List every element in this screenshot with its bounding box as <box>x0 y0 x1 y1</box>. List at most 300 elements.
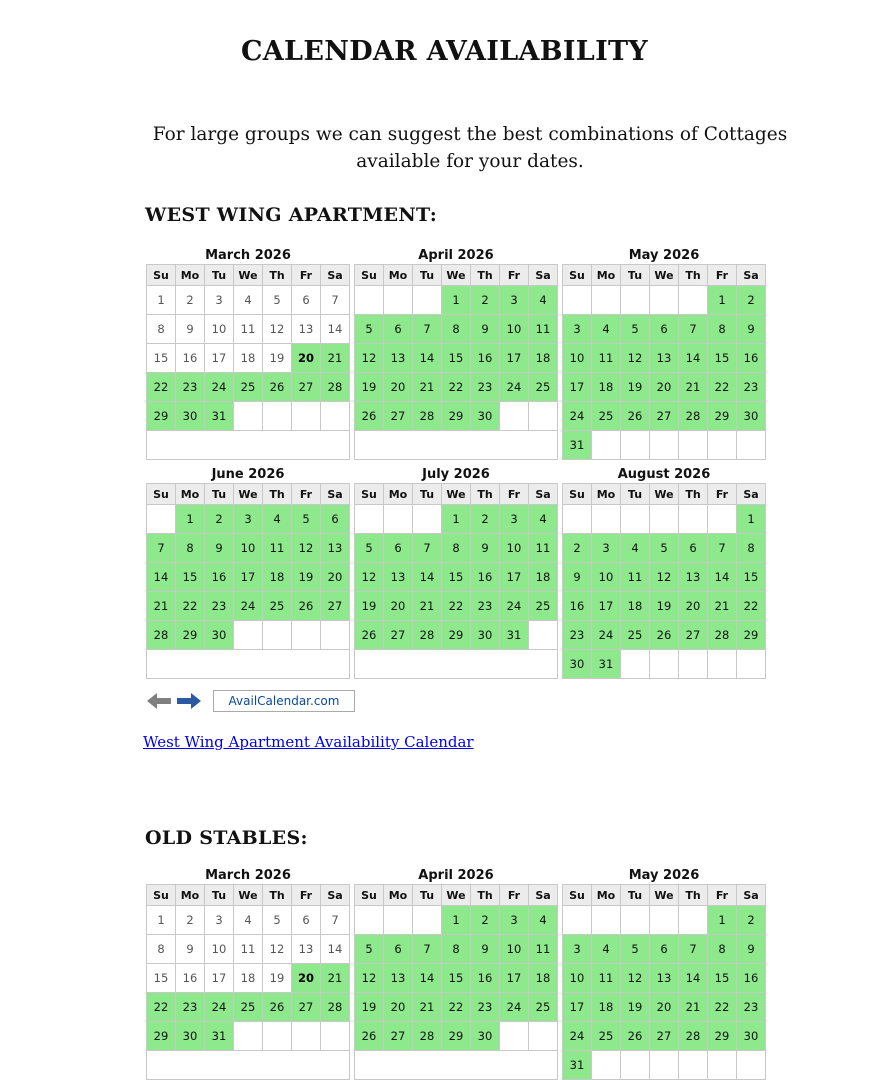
available-day-cell[interactable]: 16 <box>205 563 234 592</box>
available-day-cell[interactable]: 17 <box>563 373 592 402</box>
day-cell[interactable]: 12 <box>263 315 292 344</box>
available-day-cell[interactable]: 30 <box>205 621 234 650</box>
available-day-cell[interactable]: 4 <box>592 935 621 964</box>
available-day-cell[interactable]: 3 <box>234 505 263 534</box>
available-day-cell[interactable]: 10 <box>500 935 529 964</box>
available-day-cell[interactable]: 27 <box>650 1022 679 1051</box>
available-day-cell[interactable]: 4 <box>529 286 558 315</box>
day-cell[interactable]: 4 <box>234 286 263 315</box>
available-day-cell[interactable]: 15 <box>708 344 737 373</box>
available-day-cell[interactable]: 12 <box>621 344 650 373</box>
available-day-cell[interactable]: 20 <box>650 373 679 402</box>
available-day-cell[interactable]: 1 <box>442 286 471 315</box>
available-day-cell[interactable]: 5 <box>355 534 384 563</box>
day-cell[interactable]: 5 <box>263 906 292 935</box>
available-day-cell[interactable]: 23 <box>737 993 766 1022</box>
available-day-cell[interactable]: 30 <box>176 402 205 431</box>
available-day-cell[interactable]: 26 <box>292 592 321 621</box>
day-cell[interactable]: 9 <box>176 935 205 964</box>
day-cell[interactable]: 19 <box>263 344 292 373</box>
day-cell[interactable]: 8 <box>147 315 176 344</box>
available-day-cell[interactable]: 7 <box>413 935 442 964</box>
available-day-cell[interactable]: 20 <box>292 344 321 373</box>
available-day-cell[interactable]: 24 <box>500 373 529 402</box>
available-day-cell[interactable]: 11 <box>529 315 558 344</box>
available-day-cell[interactable]: 24 <box>592 621 621 650</box>
available-day-cell[interactable]: 20 <box>384 373 413 402</box>
available-day-cell[interactable]: 22 <box>442 373 471 402</box>
available-day-cell[interactable]: 11 <box>592 344 621 373</box>
available-day-cell[interactable]: 26 <box>621 1022 650 1051</box>
available-day-cell[interactable]: 12 <box>355 563 384 592</box>
available-day-cell[interactable]: 11 <box>529 935 558 964</box>
available-day-cell[interactable]: 3 <box>500 505 529 534</box>
available-day-cell[interactable]: 10 <box>500 534 529 563</box>
available-day-cell[interactable]: 17 <box>592 592 621 621</box>
available-day-cell[interactable]: 14 <box>413 964 442 993</box>
available-day-cell[interactable]: 24 <box>500 993 529 1022</box>
available-day-cell[interactable]: 6 <box>384 315 413 344</box>
available-day-cell[interactable]: 1 <box>442 906 471 935</box>
available-day-cell[interactable]: 25 <box>621 621 650 650</box>
day-cell[interactable]: 16 <box>176 344 205 373</box>
available-day-cell[interactable]: 16 <box>737 344 766 373</box>
available-day-cell[interactable]: 22 <box>147 373 176 402</box>
available-day-cell[interactable]: 29 <box>708 1022 737 1051</box>
day-cell[interactable]: 15 <box>147 964 176 993</box>
available-day-cell[interactable]: 26 <box>355 621 384 650</box>
available-day-cell[interactable]: 18 <box>529 344 558 373</box>
available-day-cell[interactable]: 19 <box>621 373 650 402</box>
available-day-cell[interactable]: 19 <box>355 373 384 402</box>
available-day-cell[interactable]: 26 <box>355 1022 384 1051</box>
available-day-cell[interactable]: 24 <box>205 993 234 1022</box>
available-day-cell[interactable]: 13 <box>384 964 413 993</box>
available-day-cell[interactable]: 7 <box>413 315 442 344</box>
available-day-cell[interactable]: 4 <box>529 906 558 935</box>
available-day-cell[interactable]: 18 <box>592 993 621 1022</box>
available-day-cell[interactable]: 23 <box>563 621 592 650</box>
available-day-cell[interactable]: 27 <box>650 402 679 431</box>
available-day-cell[interactable]: 14 <box>679 964 708 993</box>
available-day-cell[interactable]: 22 <box>737 592 766 621</box>
available-day-cell[interactable]: 25 <box>234 993 263 1022</box>
available-day-cell[interactable]: 11 <box>529 534 558 563</box>
empty-day-cell <box>413 505 442 534</box>
available-day-cell[interactable]: 17 <box>563 993 592 1022</box>
day-cell[interactable]: 1 <box>147 906 176 935</box>
available-day-cell[interactable]: 4 <box>263 505 292 534</box>
available-day-cell[interactable]: 8 <box>442 315 471 344</box>
available-day-cell[interactable]: 13 <box>650 964 679 993</box>
available-day-cell[interactable]: 16 <box>471 344 500 373</box>
available-day-cell[interactable]: 29 <box>737 621 766 650</box>
available-day-cell[interactable]: 23 <box>176 373 205 402</box>
available-day-cell[interactable]: 4 <box>592 315 621 344</box>
available-day-cell[interactable]: 8 <box>176 534 205 563</box>
available-day-cell[interactable]: 17 <box>234 563 263 592</box>
available-day-cell[interactable]: 23 <box>205 592 234 621</box>
day-cell[interactable]: 7 <box>321 906 350 935</box>
available-day-cell[interactable]: 18 <box>529 964 558 993</box>
available-day-cell[interactable]: 8 <box>737 534 766 563</box>
available-day-cell[interactable]: 29 <box>442 621 471 650</box>
available-day-cell[interactable]: 5 <box>621 935 650 964</box>
available-day-cell[interactable]: 21 <box>413 993 442 1022</box>
available-day-cell[interactable]: 18 <box>621 592 650 621</box>
day-cell[interactable]: 2 <box>176 906 205 935</box>
available-day-cell[interactable]: 9 <box>737 935 766 964</box>
next-arrow-icon[interactable] <box>177 691 201 711</box>
available-day-cell[interactable]: 16 <box>471 964 500 993</box>
available-day-cell[interactable]: 27 <box>384 621 413 650</box>
available-day-cell[interactable]: 8 <box>708 315 737 344</box>
day-cell[interactable]: 8 <box>147 935 176 964</box>
day-cell[interactable]: 2 <box>176 286 205 315</box>
available-day-cell[interactable]: 20 <box>292 964 321 993</box>
available-day-cell[interactable]: 30 <box>737 402 766 431</box>
available-day-cell[interactable]: 7 <box>413 534 442 563</box>
day-cell[interactable]: 11 <box>234 935 263 964</box>
available-day-cell[interactable]: 26 <box>263 993 292 1022</box>
available-day-cell[interactable]: 25 <box>592 402 621 431</box>
available-day-cell[interactable]: 14 <box>413 344 442 373</box>
available-day-cell[interactable]: 13 <box>321 534 350 563</box>
available-day-cell[interactable]: 26 <box>621 402 650 431</box>
available-day-cell[interactable]: 26 <box>650 621 679 650</box>
available-day-cell[interactable]: 28 <box>413 1022 442 1051</box>
available-day-cell[interactable]: 22 <box>708 993 737 1022</box>
available-day-cell[interactable]: 19 <box>292 563 321 592</box>
day-cell[interactable]: 18 <box>234 964 263 993</box>
previous-arrow-icon[interactable] <box>147 691 171 711</box>
available-day-cell[interactable]: 20 <box>384 993 413 1022</box>
day-cell[interactable]: 17 <box>205 344 234 373</box>
available-day-cell[interactable]: 22 <box>442 592 471 621</box>
available-day-cell[interactable]: 27 <box>292 373 321 402</box>
available-day-cell[interactable]: 29 <box>708 402 737 431</box>
available-day-cell[interactable]: 30 <box>176 1022 205 1051</box>
day-cell[interactable]: 9 <box>176 315 205 344</box>
available-day-cell[interactable]: 27 <box>679 621 708 650</box>
day-cell[interactable]: 13 <box>292 935 321 964</box>
available-day-cell[interactable]: 20 <box>321 563 350 592</box>
available-day-cell[interactable]: 21 <box>679 993 708 1022</box>
day-cell[interactable]: 6 <box>292 286 321 315</box>
weekday-header: Su <box>355 265 384 286</box>
west-wing-calendar-link[interactable]: West Wing Apartment Availability Calendar <box>143 733 474 751</box>
available-day-cell[interactable]: 15 <box>176 563 205 592</box>
available-day-cell[interactable]: 21 <box>147 592 176 621</box>
day-cell[interactable]: 13 <box>292 315 321 344</box>
available-day-cell[interactable]: 4 <box>529 505 558 534</box>
available-day-cell[interactable]: 31 <box>205 1022 234 1051</box>
available-day-cell[interactable]: 21 <box>708 592 737 621</box>
available-day-cell[interactable]: 10 <box>234 534 263 563</box>
empty-day-cell <box>650 431 679 460</box>
day-cell[interactable]: 1 <box>147 286 176 315</box>
available-day-cell[interactable]: 8 <box>442 935 471 964</box>
available-day-cell[interactable]: 3 <box>563 315 592 344</box>
available-day-cell[interactable]: 15 <box>737 563 766 592</box>
available-day-cell[interactable]: 31 <box>563 431 592 460</box>
available-day-cell[interactable]: 21 <box>413 373 442 402</box>
weekday-header: Sa <box>529 885 558 906</box>
available-day-cell[interactable]: 6 <box>384 534 413 563</box>
available-day-cell[interactable]: 4 <box>621 534 650 563</box>
available-day-cell[interactable]: 5 <box>355 935 384 964</box>
available-day-cell[interactable]: 25 <box>529 373 558 402</box>
available-day-cell[interactable]: 17 <box>500 964 529 993</box>
available-day-cell[interactable]: 7 <box>147 534 176 563</box>
available-day-cell[interactable]: 19 <box>621 993 650 1022</box>
available-day-cell[interactable]: 29 <box>176 621 205 650</box>
available-day-cell[interactable]: 15 <box>442 964 471 993</box>
available-day-cell[interactable]: 10 <box>563 964 592 993</box>
available-day-cell[interactable]: 13 <box>384 344 413 373</box>
available-day-cell[interactable]: 12 <box>355 344 384 373</box>
day-cell[interactable]: 16 <box>176 964 205 993</box>
available-day-cell[interactable]: 20 <box>384 592 413 621</box>
available-day-cell[interactable]: 21 <box>413 592 442 621</box>
available-day-cell[interactable]: 13 <box>679 563 708 592</box>
available-day-cell[interactable]: 7 <box>679 315 708 344</box>
available-day-cell[interactable]: 16 <box>471 563 500 592</box>
available-day-cell[interactable]: 18 <box>529 563 558 592</box>
available-day-cell[interactable]: 27 <box>292 993 321 1022</box>
available-day-cell[interactable]: 22 <box>176 592 205 621</box>
available-day-cell[interactable]: 16 <box>563 592 592 621</box>
available-day-cell[interactable]: 6 <box>679 534 708 563</box>
available-day-cell[interactable]: 6 <box>321 505 350 534</box>
available-day-cell[interactable]: 9 <box>563 563 592 592</box>
available-day-cell[interactable]: 7 <box>708 534 737 563</box>
available-day-cell[interactable]: 5 <box>650 534 679 563</box>
available-day-cell[interactable]: 16 <box>737 964 766 993</box>
available-day-cell[interactable]: 27 <box>384 1022 413 1051</box>
available-day-cell[interactable]: 10 <box>500 315 529 344</box>
available-day-cell[interactable]: 1 <box>176 505 205 534</box>
available-day-cell[interactable]: 3 <box>500 906 529 935</box>
available-day-cell[interactable]: 12 <box>355 964 384 993</box>
available-day-cell[interactable]: 3 <box>563 935 592 964</box>
available-day-cell[interactable]: 30 <box>737 1022 766 1051</box>
available-day-cell[interactable]: 14 <box>708 563 737 592</box>
available-day-cell[interactable]: 14 <box>679 344 708 373</box>
available-day-cell[interactable]: 5 <box>621 315 650 344</box>
available-day-cell[interactable]: 31 <box>592 650 621 679</box>
available-day-cell[interactable]: 9 <box>471 935 500 964</box>
empty-day-cell <box>234 1022 263 1051</box>
available-day-cell[interactable]: 1 <box>737 505 766 534</box>
available-day-cell[interactable]: 26 <box>355 402 384 431</box>
available-day-cell[interactable]: 17 <box>500 563 529 592</box>
month-calendar <box>354 248 558 460</box>
month-grid <box>146 264 350 460</box>
day-cell[interactable]: 11 <box>234 315 263 344</box>
available-day-cell[interactable]: 24 <box>205 373 234 402</box>
available-day-cell[interactable]: 19 <box>355 993 384 1022</box>
available-day-cell[interactable]: 22 <box>708 373 737 402</box>
day-cell[interactable]: 3 <box>205 286 234 315</box>
available-day-cell[interactable]: 26 <box>263 373 292 402</box>
weekday-header: We <box>234 265 263 286</box>
available-day-cell[interactable]: 12 <box>621 964 650 993</box>
weekday-header: Tu <box>413 484 442 505</box>
available-day-cell[interactable]: 28 <box>321 373 350 402</box>
available-day-cell[interactable]: 2 <box>205 505 234 534</box>
available-day-cell[interactable]: 1 <box>708 286 737 315</box>
available-day-cell[interactable]: 30 <box>563 650 592 679</box>
available-day-cell[interactable]: 9 <box>205 534 234 563</box>
available-day-cell[interactable]: 30 <box>471 1022 500 1051</box>
available-day-cell[interactable]: 28 <box>413 621 442 650</box>
available-day-cell[interactable]: 25 <box>263 592 292 621</box>
available-day-cell[interactable]: 22 <box>442 993 471 1022</box>
available-day-cell[interactable]: 25 <box>592 1022 621 1051</box>
available-day-cell[interactable]: 3 <box>500 286 529 315</box>
day-cell[interactable]: 15 <box>147 344 176 373</box>
available-day-cell[interactable]: 9 <box>737 315 766 344</box>
available-day-cell[interactable]: 19 <box>355 592 384 621</box>
available-day-cell[interactable]: 6 <box>650 315 679 344</box>
day-cell[interactable]: 19 <box>263 964 292 993</box>
available-day-cell[interactable]: 2 <box>737 286 766 315</box>
available-day-cell[interactable]: 20 <box>679 592 708 621</box>
available-day-cell[interactable]: 9 <box>471 315 500 344</box>
available-day-cell[interactable]: 8 <box>708 935 737 964</box>
available-day-cell[interactable]: 29 <box>147 1022 176 1051</box>
day-cell[interactable]: 12 <box>263 935 292 964</box>
available-day-cell[interactable]: 31 <box>500 621 529 650</box>
available-day-cell[interactable]: 11 <box>263 534 292 563</box>
month-calendar <box>354 467 558 679</box>
day-cell[interactable]: 6 <box>292 906 321 935</box>
available-day-cell[interactable]: 23 <box>471 592 500 621</box>
available-day-cell[interactable]: 2 <box>471 505 500 534</box>
available-day-cell[interactable]: 10 <box>592 563 621 592</box>
available-day-cell[interactable]: 20 <box>650 993 679 1022</box>
available-day-cell[interactable]: 21 <box>679 373 708 402</box>
available-day-cell[interactable]: 25 <box>234 373 263 402</box>
day-cell[interactable]: 10 <box>205 315 234 344</box>
available-day-cell[interactable]: 1 <box>708 906 737 935</box>
available-day-cell[interactable]: 11 <box>621 563 650 592</box>
available-day-cell[interactable]: 23 <box>737 373 766 402</box>
available-day-cell[interactable]: 5 <box>355 315 384 344</box>
available-day-cell[interactable]: 6 <box>384 935 413 964</box>
available-day-cell[interactable]: 24 <box>563 1022 592 1051</box>
weekday-header: Sa <box>321 484 350 505</box>
empty-week-row <box>355 650 558 679</box>
available-day-cell[interactable]: 28 <box>679 402 708 431</box>
available-day-cell[interactable]: 23 <box>471 373 500 402</box>
available-day-cell[interactable]: 13 <box>384 563 413 592</box>
available-day-cell[interactable]: 25 <box>529 592 558 621</box>
available-day-cell[interactable]: 28 <box>321 993 350 1022</box>
day-cell[interactable]: 4 <box>234 906 263 935</box>
available-day-cell[interactable]: 28 <box>413 402 442 431</box>
day-cell[interactable]: 5 <box>263 286 292 315</box>
available-day-cell[interactable]: 21 <box>321 344 350 373</box>
available-day-cell[interactable]: 13 <box>650 344 679 373</box>
available-day-cell[interactable]: 14 <box>413 563 442 592</box>
available-day-cell[interactable]: 8 <box>442 534 471 563</box>
available-day-cell[interactable]: 2 <box>737 906 766 935</box>
month-calendar <box>562 248 766 460</box>
empty-day-cell <box>650 650 679 679</box>
available-day-cell[interactable]: 7 <box>679 935 708 964</box>
available-day-cell[interactable]: 18 <box>263 563 292 592</box>
available-day-cell[interactable]: 28 <box>679 1022 708 1051</box>
available-day-cell[interactable]: 17 <box>500 344 529 373</box>
day-cell[interactable]: 10 <box>205 935 234 964</box>
available-day-cell[interactable]: 24 <box>563 402 592 431</box>
available-day-cell[interactable]: 2 <box>563 534 592 563</box>
available-day-cell[interactable]: 28 <box>147 621 176 650</box>
available-day-cell[interactable]: 24 <box>500 592 529 621</box>
empty-day-cell <box>263 402 292 431</box>
available-day-cell[interactable]: 27 <box>384 402 413 431</box>
empty-day-cell <box>650 906 679 935</box>
available-day-cell[interactable]: 27 <box>321 592 350 621</box>
available-day-cell[interactable]: 1 <box>442 505 471 534</box>
available-day-cell[interactable]: 24 <box>234 592 263 621</box>
empty-day-cell <box>563 906 592 935</box>
weekday-header: We <box>442 484 471 505</box>
available-day-cell[interactable]: 30 <box>471 621 500 650</box>
available-day-cell[interactable]: 11 <box>592 964 621 993</box>
available-day-cell[interactable]: 6 <box>650 935 679 964</box>
available-day-cell[interactable]: 12 <box>292 534 321 563</box>
available-day-cell[interactable]: 18 <box>592 373 621 402</box>
available-day-cell[interactable]: 30 <box>471 402 500 431</box>
weekday-header: Mo <box>592 265 621 286</box>
availcalendar-link[interactable]: AvailCalendar.com <box>213 690 355 712</box>
day-cell[interactable]: 18 <box>234 344 263 373</box>
available-day-cell[interactable]: 23 <box>176 993 205 1022</box>
month-title: April 2026 <box>418 248 494 263</box>
available-day-cell[interactable]: 19 <box>650 592 679 621</box>
available-day-cell[interactable]: 3 <box>592 534 621 563</box>
available-day-cell[interactable]: 21 <box>321 964 350 993</box>
available-day-cell[interactable]: 23 <box>471 993 500 1022</box>
available-day-cell[interactable]: 5 <box>292 505 321 534</box>
available-day-cell[interactable]: 12 <box>650 563 679 592</box>
available-day-cell[interactable]: 29 <box>442 1022 471 1051</box>
available-day-cell[interactable]: 31 <box>205 402 234 431</box>
day-cell[interactable]: 14 <box>321 935 350 964</box>
available-day-cell[interactable]: 31 <box>563 1051 592 1080</box>
day-cell[interactable]: 7 <box>321 286 350 315</box>
day-cell[interactable]: 14 <box>321 315 350 344</box>
available-day-cell[interactable]: 15 <box>442 344 471 373</box>
available-day-cell[interactable]: 2 <box>471 286 500 315</box>
available-day-cell[interactable]: 2 <box>471 906 500 935</box>
day-cell[interactable]: 17 <box>205 964 234 993</box>
available-day-cell[interactable]: 28 <box>708 621 737 650</box>
day-cell[interactable]: 3 <box>205 906 234 935</box>
available-day-cell[interactable]: 15 <box>442 563 471 592</box>
available-day-cell[interactable]: 29 <box>442 402 471 431</box>
available-day-cell[interactable]: 15 <box>708 964 737 993</box>
available-day-cell[interactable]: 10 <box>563 344 592 373</box>
available-day-cell[interactable]: 29 <box>147 402 176 431</box>
available-day-cell[interactable]: 22 <box>147 993 176 1022</box>
available-day-cell[interactable]: 9 <box>471 534 500 563</box>
available-day-cell[interactable]: 14 <box>147 563 176 592</box>
available-day-cell[interactable]: 25 <box>529 993 558 1022</box>
